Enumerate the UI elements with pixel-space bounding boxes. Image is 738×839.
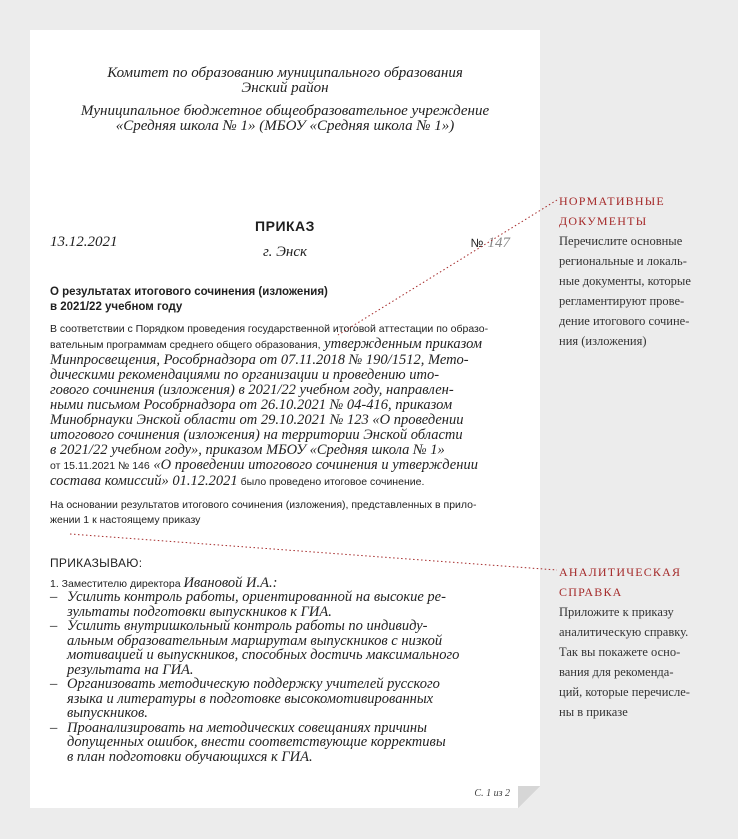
note-line: Приложите к приказу <box>559 605 674 619</box>
subject-line1: О результатах итогового сочинения (изложения) <box>50 286 328 298</box>
order-bullet: – Усилить контроль работы, ориентированной на высокие ре- зультаты подготовки выпускников к ГИА. <box>50 589 446 620</box>
preamble-line: состава комиссий» 01.12.2021 было проведено итоговое сочинение. <box>50 473 425 489</box>
note-line: ния (изложения) <box>559 334 647 348</box>
committee-name-line1: Комитет по образованию муниципального образования <box>107 65 463 81</box>
order-bullet: – Организовать методическую поддержку учителей русского языка и литературы в подготовке высокомотивированных выпускников. <box>50 676 440 721</box>
note-line: дение итогового сочине- <box>559 314 690 328</box>
preamble-line: В соответствии с Порядком проведения государственной итоговой аттестации по образо- <box>50 323 489 335</box>
bullet-dash: – <box>50 719 58 736</box>
note-line: ные документы, которые <box>559 274 691 288</box>
bullet-dash: – <box>50 676 58 692</box>
subject-line2: в 2021/22 учебном году <box>50 301 183 313</box>
preamble-line: вательным программам среднего общего образования, утвержденным приказом <box>50 336 483 352</box>
preamble-line: гового сочинения (изложения) в 2021/22 учебном году, направлен- <box>50 382 454 398</box>
page-number: С. 1 из 2 <box>474 788 510 799</box>
note-heading: ДОКУМЕНТЫ <box>559 214 648 228</box>
bullet-dash: – <box>50 618 58 634</box>
note-normative-documents <box>559 191 734 351</box>
bullet-dash: – <box>50 589 58 605</box>
leader-line-analytic <box>70 534 557 570</box>
preamble-line: от 15.11.2021 № 146 «О проведении итогового сочинения и утверждении <box>50 457 478 473</box>
order-date: 13.12.2021 <box>50 234 118 250</box>
school-name-line1: Муниципальное бюджетное общеобразовательное учреждение <box>80 103 490 119</box>
note-line: ны в приказе <box>559 705 628 719</box>
note-line: вания для рекоменда- <box>559 665 674 679</box>
preamble-line: Минобрнауки Энской области от 29.10.2021 № 123 «О проведении <box>50 412 464 428</box>
note-line: регламентируют прове- <box>559 294 685 308</box>
item-1-heading: 1. Заместителю директора Ивановой И.А.: <box>50 575 278 591</box>
order-city: г. Энск <box>262 244 308 260</box>
note-heading: АНАЛИТИЧЕСКАЯ <box>559 565 682 579</box>
preamble-line: ными письмом Рособрнадзора от 26.10.2021 № 04-416, приказом <box>50 397 453 413</box>
preamble-line: Минпросвещения, Рособрнадзора от 07.11.2018 № 190/1512, Мето- <box>50 352 469 368</box>
note-analytic-report <box>559 562 734 722</box>
preamble-line: итогового сочинения (изложения) на территории Энской области <box>50 427 463 443</box>
note-line: региональные и локаль- <box>559 254 687 268</box>
number-sign: № <box>470 236 484 250</box>
preamble-line: дическими рекомендациями по организации и проведению ито- <box>50 367 440 383</box>
note-line: Перечислите основные <box>559 234 683 248</box>
order-bullet: – Проанализировать на методических совещаниях причины допущенных ошибок, внести соответствующие коррективы в план подготовки обучающихся к ГИА. <box>50 719 446 765</box>
document-title: ПРИКАЗ <box>255 218 315 234</box>
order-keyword: ПРИКАЗЫВАЮ: <box>50 556 143 570</box>
basis-line: На основании результатов итогового сочинения (изложения), представленных в прило- <box>50 499 477 511</box>
note-line: Так вы покажете осно- <box>559 645 681 659</box>
school-name-line2: «Средняя школа № 1» (МБОУ «Средняя школа № 1») <box>115 118 455 134</box>
committee-name-line2: Энский район <box>241 80 329 96</box>
number-value: 147 <box>487 235 510 251</box>
basis-line: жении 1 к настоящему приказу <box>50 514 201 526</box>
note-line: ций, которые перечисле- <box>559 685 690 699</box>
order-bullet: – Усилить внутришкольный контроль работы по индивиду- альным образовательным маршрутам выпускников с низкой мотивацией и выпускников, способных достичь максимального результата на ГИА. <box>50 618 460 678</box>
preamble-line: в 2021/22 учебном году», приказом МБОУ «Средняя школа № 1» <box>50 442 445 458</box>
note-line: аналитическую справку. <box>559 625 689 639</box>
leader-line-normative <box>338 200 557 335</box>
note-heading: СПРАВКА <box>559 585 623 599</box>
note-heading: НОРМАТИВНЫЕ <box>559 194 665 208</box>
